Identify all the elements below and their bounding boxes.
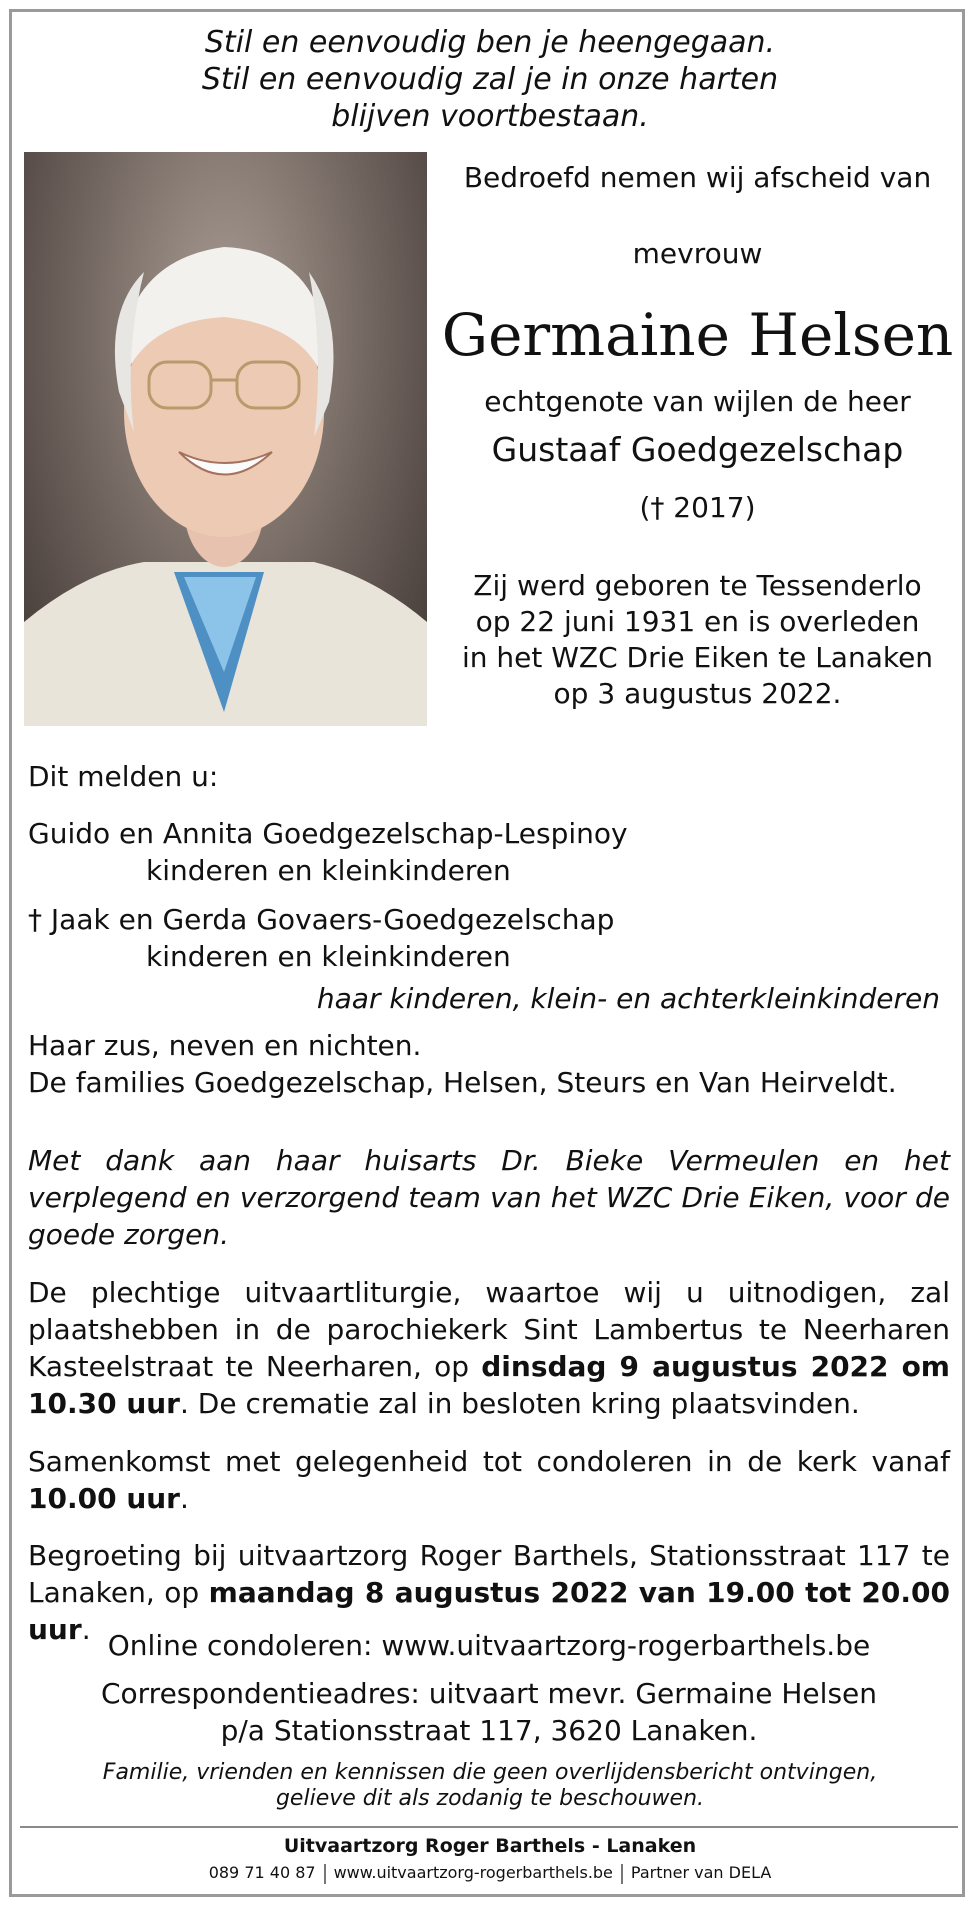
footer-divider <box>20 1826 958 1828</box>
poem <box>150 24 830 135</box>
portrait-photo <box>24 152 427 726</box>
family-line-1-sub: kinderen en kleinkinderen <box>146 854 511 887</box>
notice-line-2: gelieve dit als zodanig te beschouwen. <box>275 1786 705 1811</box>
intro-text: Bedroefd nemen wij afscheid van <box>463 161 932 194</box>
family-line-1: Guido en Annita Goedgezelschap-Lespinoy <box>28 817 628 850</box>
grandchildren-line: haar kinderen, klein- en achterkleinkinderen <box>316 982 940 1015</box>
footer-separator <box>621 1864 623 1884</box>
family-line-2: † Jaak en Gerda Govaers-Goedgezelschap <box>28 903 615 936</box>
poem-line-2: Stil en eenvoudig zal je in onze harten <box>201 62 779 97</box>
gathering-text <box>28 1443 950 1517</box>
notice-text <box>0 1760 980 1812</box>
correspondence-address <box>28 1675 950 1749</box>
spouse-name: Gustaaf Goedgezelschap <box>491 430 904 469</box>
deceased-name: Germaine Helsen <box>441 301 954 369</box>
spouse-intro: echtgenote van wijlen de heer <box>484 385 911 418</box>
address-line-1: Correspondentieadres: uitvaart mevr. Germaine Helsen <box>100 1677 877 1710</box>
footer-separator <box>324 1864 326 1884</box>
gathering-time: 10.00 uur <box>28 1482 180 1515</box>
sister-line: Haar zus, neven en nichten. <box>28 1029 422 1062</box>
online-condolence: Online condoleren: www.uitvaartzorg-rogerbarthels.be <box>107 1629 871 1662</box>
family-line-2-sub: kinderen en kleinkinderen <box>146 940 511 973</box>
families-line: De families Goedgezelschap, Helsen, Steurs en Van Heirveldt. <box>28 1066 897 1099</box>
birth-line-4: op 3 augustus 2022. <box>553 677 842 710</box>
liturgy-part-1: De plechtige uitvaartliturgie, waartoe wij u uitnodigen, zal plaatshebben in de parochiekerk Sint Lambertus te Neerharen Kasteelstraat te Neerharen, op <box>28 1276 950 1383</box>
greeting-part-1: Begroeting bij uitvaartzorg Roger Barthels, Stationsstraat 117 te Lanaken, op <box>28 1539 950 1609</box>
birth-line-3: in het WZC Drie Eiken te Lanaken <box>461 641 934 674</box>
liturgy-text <box>28 1274 950 1422</box>
footer-website[interactable]: www.uitvaartzorg-rogerbarthels.be <box>333 1863 613 1882</box>
liturgy-part-2: . De crematie zal in besloten kring plaatsvinden. <box>180 1387 860 1420</box>
greeting-time: maandag 8 augustus 2022 van 19.00 tot 20.00 uur <box>28 1576 951 1646</box>
announce-intro: Dit melden u: <box>28 760 219 793</box>
footer-partner: Partner van DELA <box>630 1863 772 1882</box>
footer-company: Uitvaartzorg Roger Barthels - Lanaken <box>283 1835 697 1857</box>
liturgy-date: dinsdag 9 augustus 2022 om 10.30 uur <box>28 1350 950 1420</box>
gathering-part-1: Samenkomst met gelegenheid tot condoleren in de kerk vanaf <box>28 1445 950 1478</box>
thanks-text: Met dank aan haar huisarts Dr. Bieke Vermeulen en het verplegend en verzorgend team van het WZC Drie Eiken, voor de goede zorgen. <box>28 1144 950 1251</box>
poem-line-3: blijven voortbestaan. <box>331 99 649 134</box>
footer-phone: 089 71 40 87 <box>208 1863 316 1882</box>
address-line-2: p/a Stationsstraat 117, 3620 Lanaken. <box>220 1714 758 1747</box>
greeting-part-2: . <box>81 1613 91 1646</box>
birth-line-2: op 22 juni 1931 en is overleden <box>475 605 920 638</box>
poem-line-1: Stil en eenvoudig ben je heengegaan. <box>204 25 776 60</box>
notice-line-1: Familie, vrienden en kennissen die geen overlijdensbericht ontvingen, <box>102 1760 878 1785</box>
birth-line-1: Zij werd geboren te Tessenderlo <box>473 569 922 602</box>
footer-contacts <box>0 1862 980 1884</box>
title-text: mevrouw <box>632 237 763 270</box>
birth-death-info <box>440 568 955 712</box>
portrait-illustration <box>24 152 427 726</box>
family-list <box>28 815 950 1101</box>
gathering-part-2: . <box>180 1482 189 1515</box>
spouse-death: († 2017) <box>639 491 756 524</box>
